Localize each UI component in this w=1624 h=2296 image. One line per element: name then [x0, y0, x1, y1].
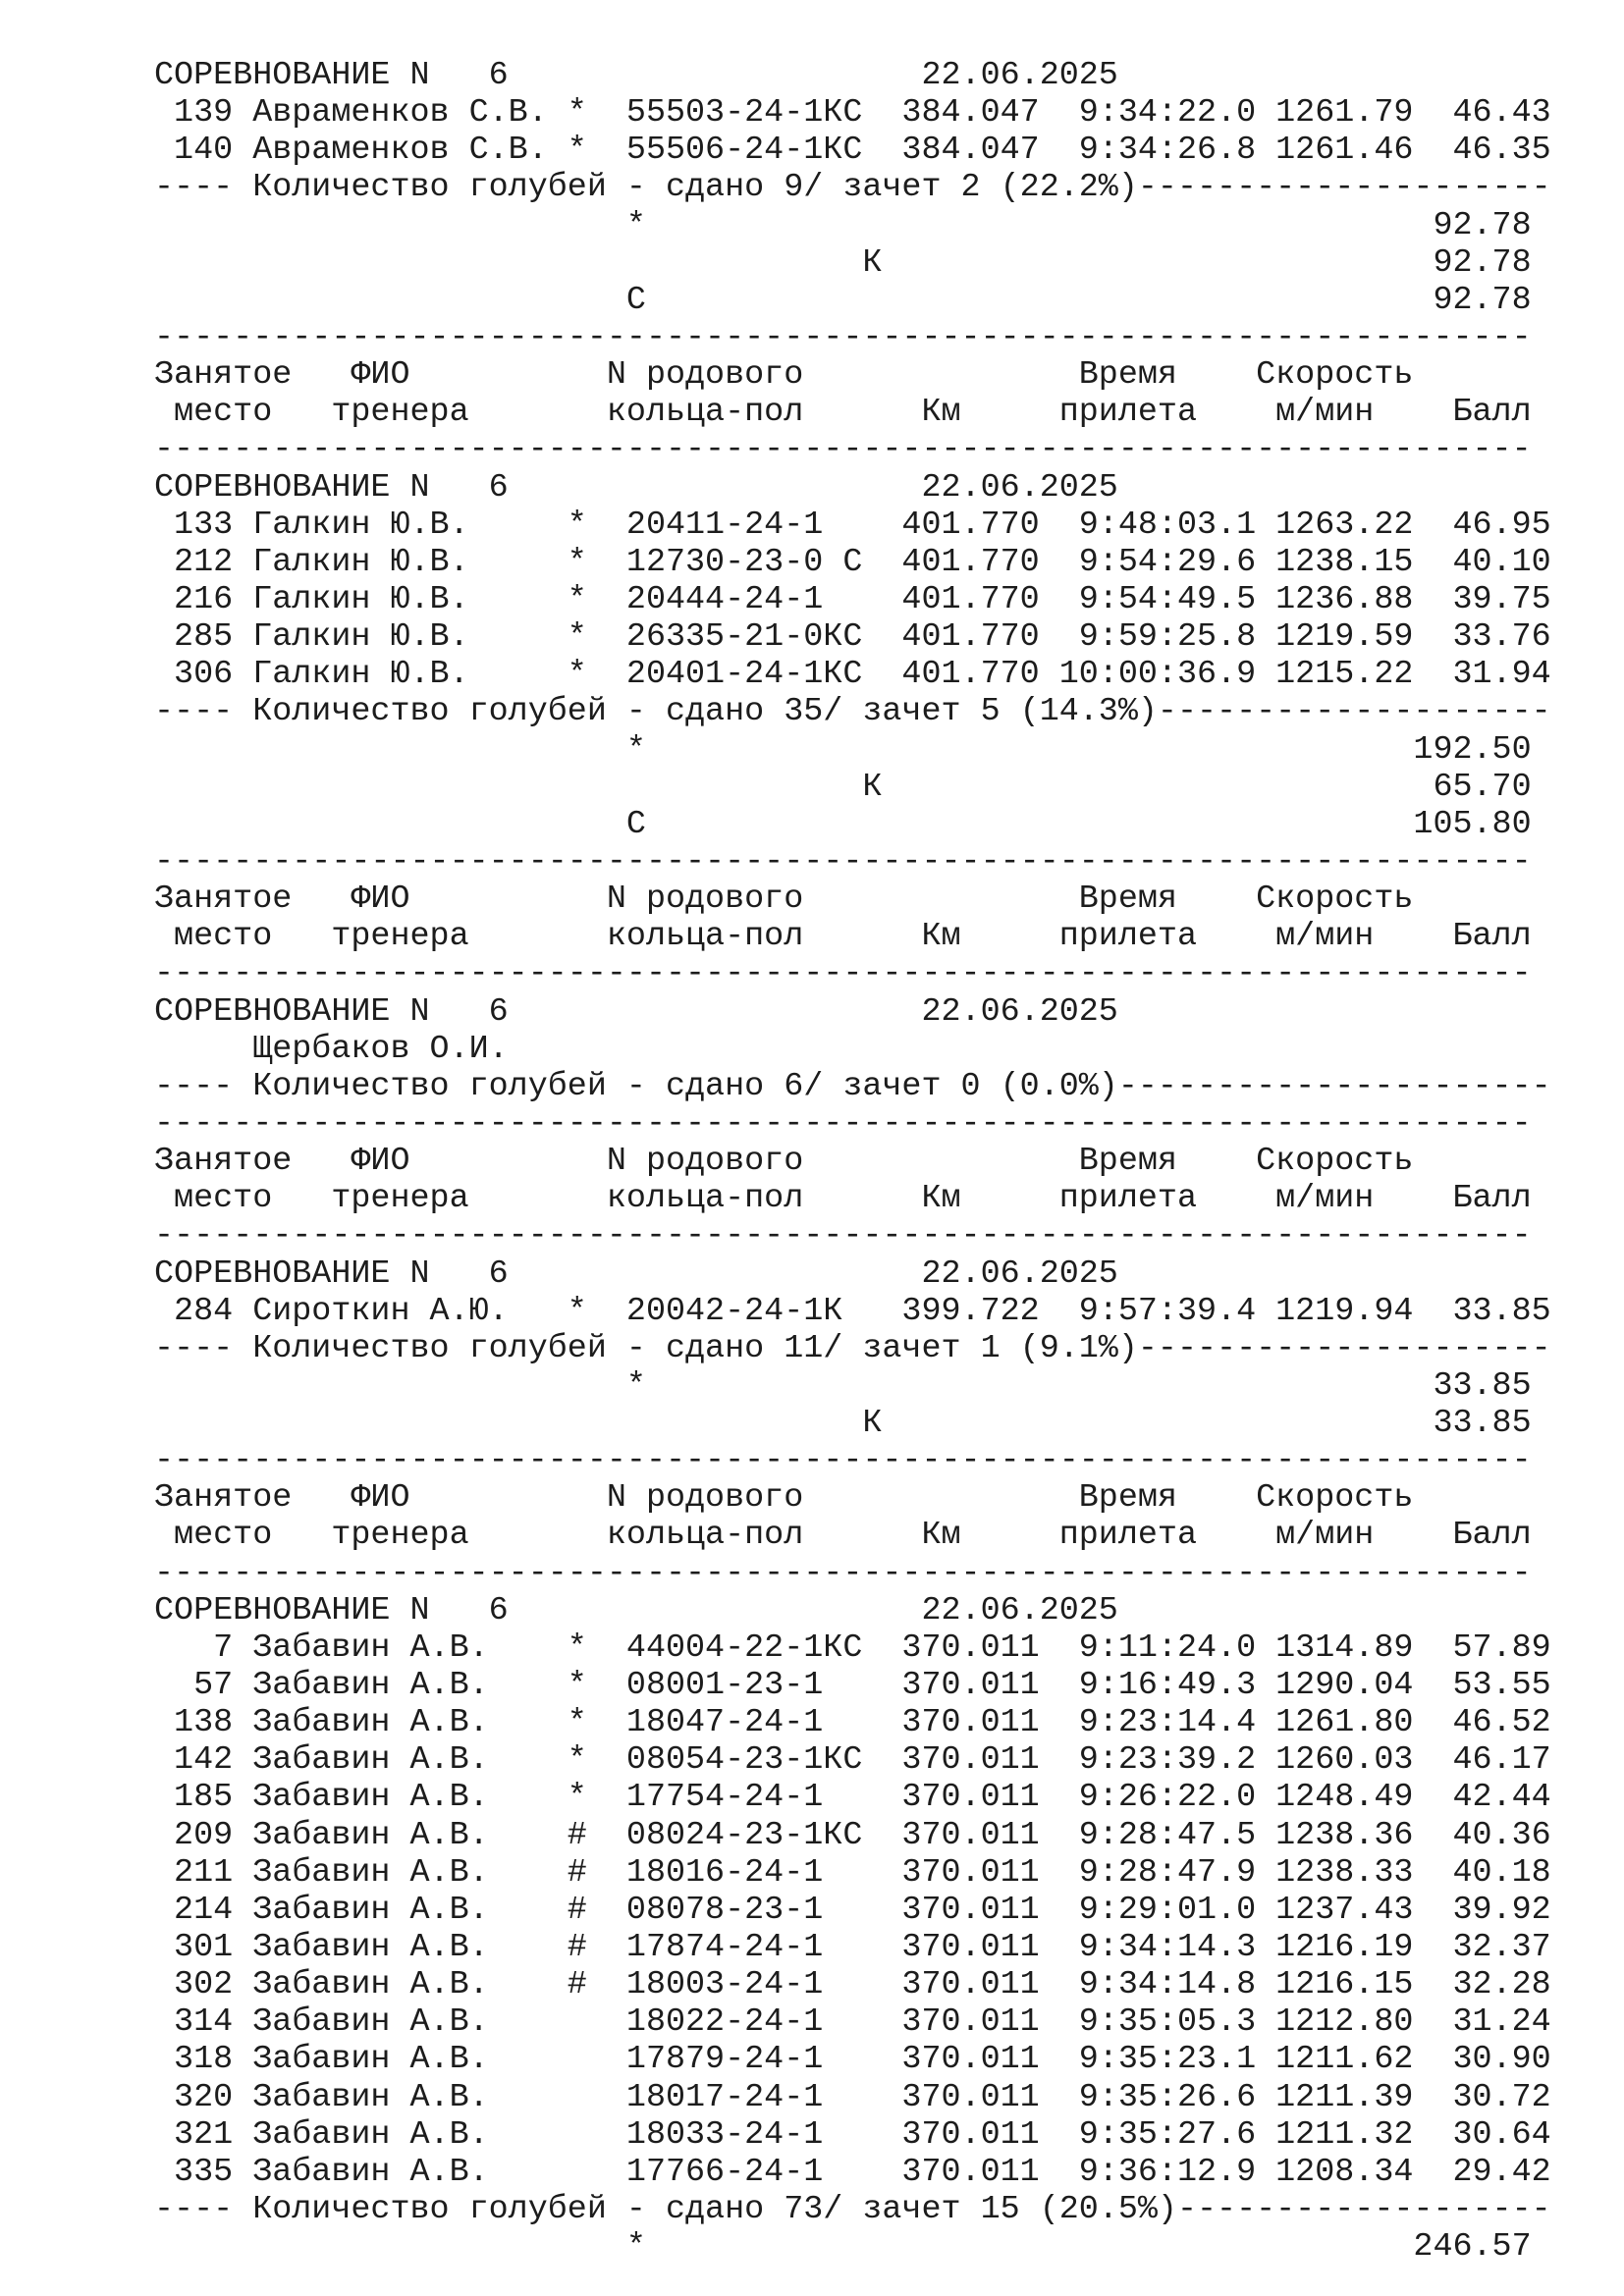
total-line: * 246.57 [154, 2228, 1532, 2267]
result-row: 212 Галкин Ю.В. * 12730-23-0 С 401.770 9:54:29.6 1238.15 40.10 [154, 543, 1551, 581]
result-row: 133 Галкин Ю.В. * 20411-24-1 401.770 9:48:03.1 1263.22 46.95 [154, 506, 1551, 544]
result-row: 302 Забавин А.В. # 18003-24-1 370.011 9:34:14.8 1216.15 32.28 [154, 1966, 1551, 2004]
column-header: место тренера кольца-пол Км прилета м/мин Балл [154, 394, 1532, 432]
result-row: 306 Галкин Ю.В. * 20401-24-1КС 401.770 10:00:36.9 1215.22 31.94 [154, 656, 1551, 694]
separator-line: ---------------------------------------------------------------------- [154, 431, 1532, 469]
total-line: К 65.70 [154, 768, 1532, 806]
result-row: 320 Забавин А.В. 18017-24-1 370.011 9:35:26.6 1211.39 30.72 [154, 2078, 1551, 2116]
result-row: 57 Забавин А.В. * 08001-23-1 370.011 9:16:49.3 1290.04 53.55 [154, 1667, 1551, 1705]
total-line: С 92.78 [154, 281, 1532, 319]
result-row: 209 Забавин А.В. # 08024-23-1КС 370.011 9:28:47.5 1238.36 40.36 [154, 1816, 1551, 1854]
result-row: 139 Авраменков С.В. * 55503-24-1КС 384.047 9:34:22.0 1261.79 46.43 [154, 94, 1551, 133]
total-line: * 92.78 [154, 206, 1532, 244]
summary-line: ---- Количество голубей - сдано 73/ зачет 15 (20.5%)------------------- [154, 2191, 1551, 2229]
result-row: 284 Сироткин А.Ю. * 20042-24-1К 399.722 9:57:39.4 1219.94 33.85 [154, 1292, 1551, 1330]
result-row: 285 Галкин Ю.В. * 26335-21-0КС 401.770 9:59:25.8 1219.59 33.76 [154, 618, 1551, 657]
summary-line: ---- Количество голубей - сдано 35/ зачет 5 (14.3%)-------------------- [154, 693, 1551, 731]
column-header: место тренера кольца-пол Км прилета м/мин Балл [154, 1180, 1532, 1218]
summary-line: ---- Количество голубей - сдано 6/ зачет 0 (0.0%)---------------------- [154, 1067, 1551, 1105]
total-line: Щербаков О.И. [154, 1030, 509, 1068]
total-line: К 92.78 [154, 243, 1532, 282]
total-line: К 33.85 [154, 1405, 1532, 1443]
separator-line: ---------------------------------------------------------------------- [154, 318, 1532, 356]
competition-header: СОРЕВНОВАНИЕ N 6 22.06.2025 [154, 468, 1118, 507]
total-line: * 33.85 [154, 1366, 1532, 1405]
separator-line: ---------------------------------------------------------------------- [154, 1554, 1532, 1592]
total-line: С 105.80 [154, 805, 1532, 843]
result-row: 138 Забавин А.В. * 18047-24-1 370.011 9:23:14.4 1261.80 46.52 [154, 1704, 1551, 1742]
result-row: 318 Забавин А.В. 17879-24-1 370.011 9:35:23.1 1211.62 30.90 [154, 2041, 1551, 2079]
result-row: 185 Забавин А.В. * 17754-24-1 370.011 9:26:22.0 1248.49 42.44 [154, 1779, 1551, 1817]
result-row: 214 Забавин А.В. # 08078-23-1 370.011 9:29:01.0 1237.43 39.92 [154, 1891, 1551, 1929]
column-header: Занятое ФИО N родового Время Скорость [154, 1479, 1414, 1518]
column-header: Занятое ФИО N родового Время Скорость [154, 1143, 1414, 1181]
result-row: 7 Забавин А.В. * 44004-22-1КС 370.011 9:11:24.0 1314.89 57.89 [154, 1629, 1551, 1667]
result-row: 142 Забавин А.В. * 08054-23-1КС 370.011 9:23:39.2 1260.03 46.17 [154, 1741, 1551, 1780]
result-row: 314 Забавин А.В. 18022-24-1 370.011 9:35:05.3 1212.80 31.24 [154, 2003, 1551, 2042]
results-document [154, 57, 1578, 2266]
competition-header: СОРЕВНОВАНИЕ N 6 22.06.2025 [154, 992, 1118, 1031]
result-row: 216 Галкин Ю.В. * 20444-24-1 401.770 9:54:49.5 1236.88 39.75 [154, 580, 1551, 618]
summary-line: ---- Количество голубей - сдано 9/ зачет 2 (22.2%)--------------------- [154, 169, 1551, 207]
separator-line: ---------------------------------------------------------------------- [154, 1217, 1532, 1255]
competition-header: СОРЕВНОВАНИЕ N 6 22.06.2025 [154, 1255, 1118, 1293]
separator-line: ---------------------------------------------------------------------- [154, 955, 1532, 993]
column-header: Занятое ФИО N родового Время Скорость [154, 881, 1414, 919]
column-header: место тренера кольца-пол Км прилета м/мин Балл [154, 1517, 1532, 1555]
column-header: Занятое ФИО N родового Время Скорость [154, 356, 1414, 395]
result-row: 321 Забавин А.В. 18033-24-1 370.011 9:35:27.6 1211.32 30.64 [154, 2115, 1551, 2154]
separator-line: ---------------------------------------------------------------------- [154, 1442, 1532, 1480]
result-row: 335 Забавин А.В. 17766-24-1 370.011 9:36:12.9 1208.34 29.42 [154, 2153, 1551, 2191]
total-line: * 192.50 [154, 730, 1532, 769]
separator-line: ---------------------------------------------------------------------- [154, 1104, 1532, 1143]
summary-line: ---- Количество голубей - сдано 11/ зачет 1 (9.1%)--------------------- [154, 1329, 1551, 1367]
competition-header: СОРЕВНОВАНИЕ N 6 22.06.2025 [154, 1591, 1118, 1629]
column-header: место тренера кольца-пол Км прилета м/мин Балл [154, 918, 1532, 956]
result-row: 140 Авраменков С.В. * 55506-24-1КС 384.047 9:34:26.8 1261.46 46.35 [154, 132, 1551, 170]
competition-header: СОРЕВНОВАНИЕ N 6 22.06.2025 [154, 57, 1118, 94]
separator-line: ---------------------------------------------------------------------- [154, 842, 1532, 881]
result-row: 211 Забавин А.В. # 18016-24-1 370.011 9:28:47.9 1238.33 40.18 [154, 1853, 1551, 1892]
result-row: 301 Забавин А.В. # 17874-24-1 370.011 9:34:14.3 1216.19 32.37 [154, 1929, 1551, 1967]
